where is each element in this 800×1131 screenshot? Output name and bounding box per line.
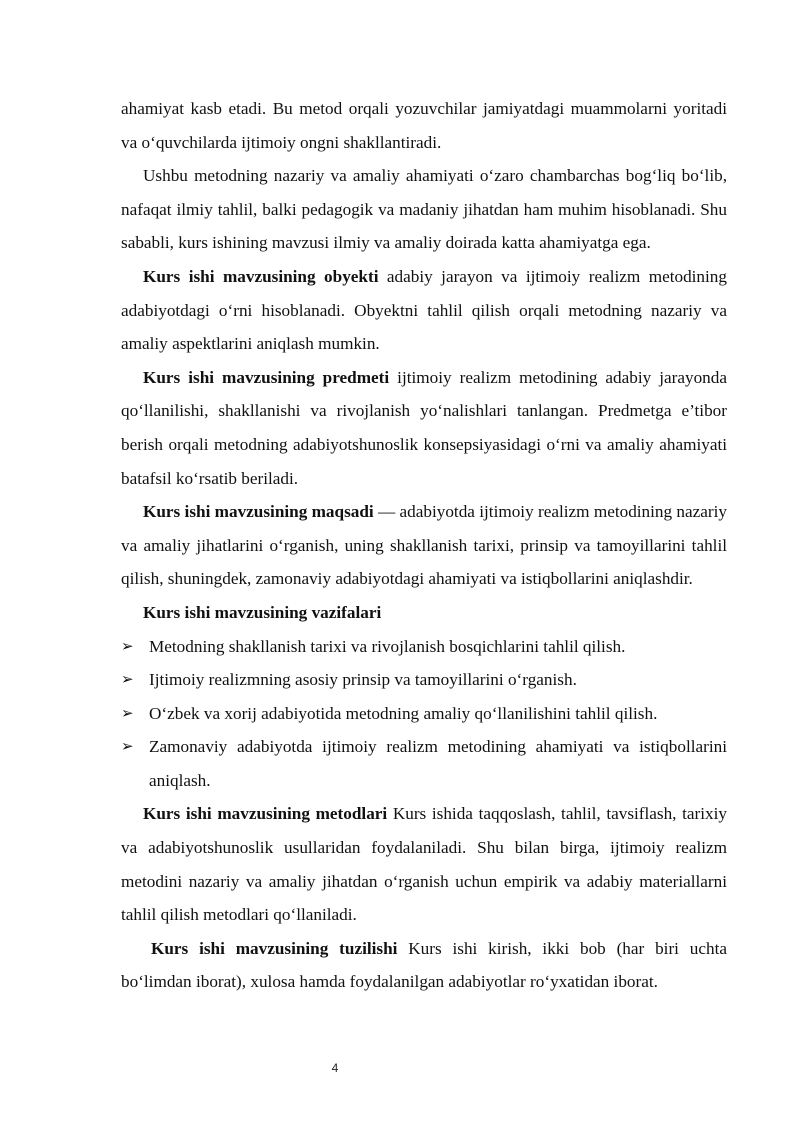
list-item xyxy=(121,697,727,731)
structure-heading: Kurs ishi mavzusining tuzilishi xyxy=(151,938,398,958)
list-item xyxy=(121,663,727,697)
object-text: adabiy jarayon va ijtimoiy realizm metodining adabiyotdagi o‘rni hisoblanadi. Obyektni tahlil qilish orqali metodning nazariy va amaliy aspektlarini aniqlash mumkin. xyxy=(121,266,727,354)
task-text: O‘zbek va xorij adabiyotida metodning amaliy qo‘llanilishini tahlil qilish. xyxy=(149,703,658,723)
list-item xyxy=(121,730,727,797)
subject-text: ijtimoiy realizm metodining adabiy jarayonda qo‘llanilishi, shakllanishi va rivojlanish yo‘nalishlari tanlangan. Predmetga e’tibor berish orqali metodning adabiyotshunoslik konsepsiyasidagi o‘rni va amaliy ahamiyati batafsil ko‘rsatib beriladi. xyxy=(121,367,727,488)
arrow-bullet-icon: ➢ xyxy=(121,636,134,655)
page-body xyxy=(121,92,727,999)
goal-text: — adabiyotda ijtimoiy realizm metodining nazariy va amaliy jihatlarini o‘rganish, uning shakllanish tarixi, prinsip va tamoyillarini tahlil qilish, shuningdek, zamonaviy adabiyotdagi ahamiyati va istiqbollarini aniqlashdir. xyxy=(121,502,728,589)
paragraph-significance: Ushbu metodning nazariy va amaliy ahamiyati o‘zaro chambarchas bog‘liq bo‘lib, nafaqat ilmiy tahlil, balki pedagogik va madaniy jihatdan ham muhim hisoblanadi. Shu sababli, kurs ishining mavzusi ilmiy va amaliy doirada katta ahamiyatga ega. xyxy=(121,166,727,253)
page-number: 4 xyxy=(331,1061,339,1075)
list-item xyxy=(121,630,727,664)
paragraph-structure xyxy=(121,932,727,999)
tasks-heading: Kurs ishi mavzusining vazifalari xyxy=(143,602,382,622)
paragraph-subject xyxy=(121,361,727,495)
task-text: Zamonaviy adabiyotda ijtimoiy realizm metodining ahamiyati va istiqbollarini aniqlash. xyxy=(149,737,727,790)
arrow-bullet-icon: ➢ xyxy=(121,737,134,756)
methods-text: Kurs ishida taqqoslash, tahlil, tavsiflash, tarixiy va adabiyotshunoslik usullaridan foydalaniladi. Shu bilan birga, ijtimoiy realizm metodini nazariy va amaliy jihatdan o‘rganish uchun empirik va adabiy materiallarni tahlil qilish metodlari qo‘llaniladi. xyxy=(121,804,727,925)
paragraph-goal xyxy=(121,495,727,596)
paragraph-object xyxy=(121,260,727,361)
object-heading: Kurs ishi mavzusining obyekti xyxy=(143,266,379,286)
subject-heading: Kurs ishi mavzusining predmeti xyxy=(143,367,390,387)
tasks-list xyxy=(121,630,727,798)
paragraph-intro: ahamiyat kasb etadi. Bu metod orqali yozuvchilar jamiyatdagi muammolarni yoritadi va o‘quvchilarda ijtimoiy ongni shakllantiradi. xyxy=(121,99,727,152)
methods-heading: Kurs ishi mavzusining metodlari xyxy=(143,804,388,824)
arrow-bullet-icon: ➢ xyxy=(121,703,134,722)
task-text: Metodning shakllanish tarixi va rivojlanish bosqichlarini tahlil qilish. xyxy=(149,636,626,656)
goal-heading: Kurs ishi mavzusining maqsadi xyxy=(143,502,374,522)
arrow-bullet-icon: ➢ xyxy=(121,670,134,689)
paragraph-methods xyxy=(121,797,727,931)
structure-text: Kurs ishi kirish, ikki bob (har biri uchta bo‘limdan iborat), xulosa hamda foydalanilgan adabiyotlar ro‘yxatidan iborat. xyxy=(121,938,727,992)
task-text: Ijtimoiy realizmning asosiy prinsip va tamoyillarini o‘rganish. xyxy=(149,670,577,690)
